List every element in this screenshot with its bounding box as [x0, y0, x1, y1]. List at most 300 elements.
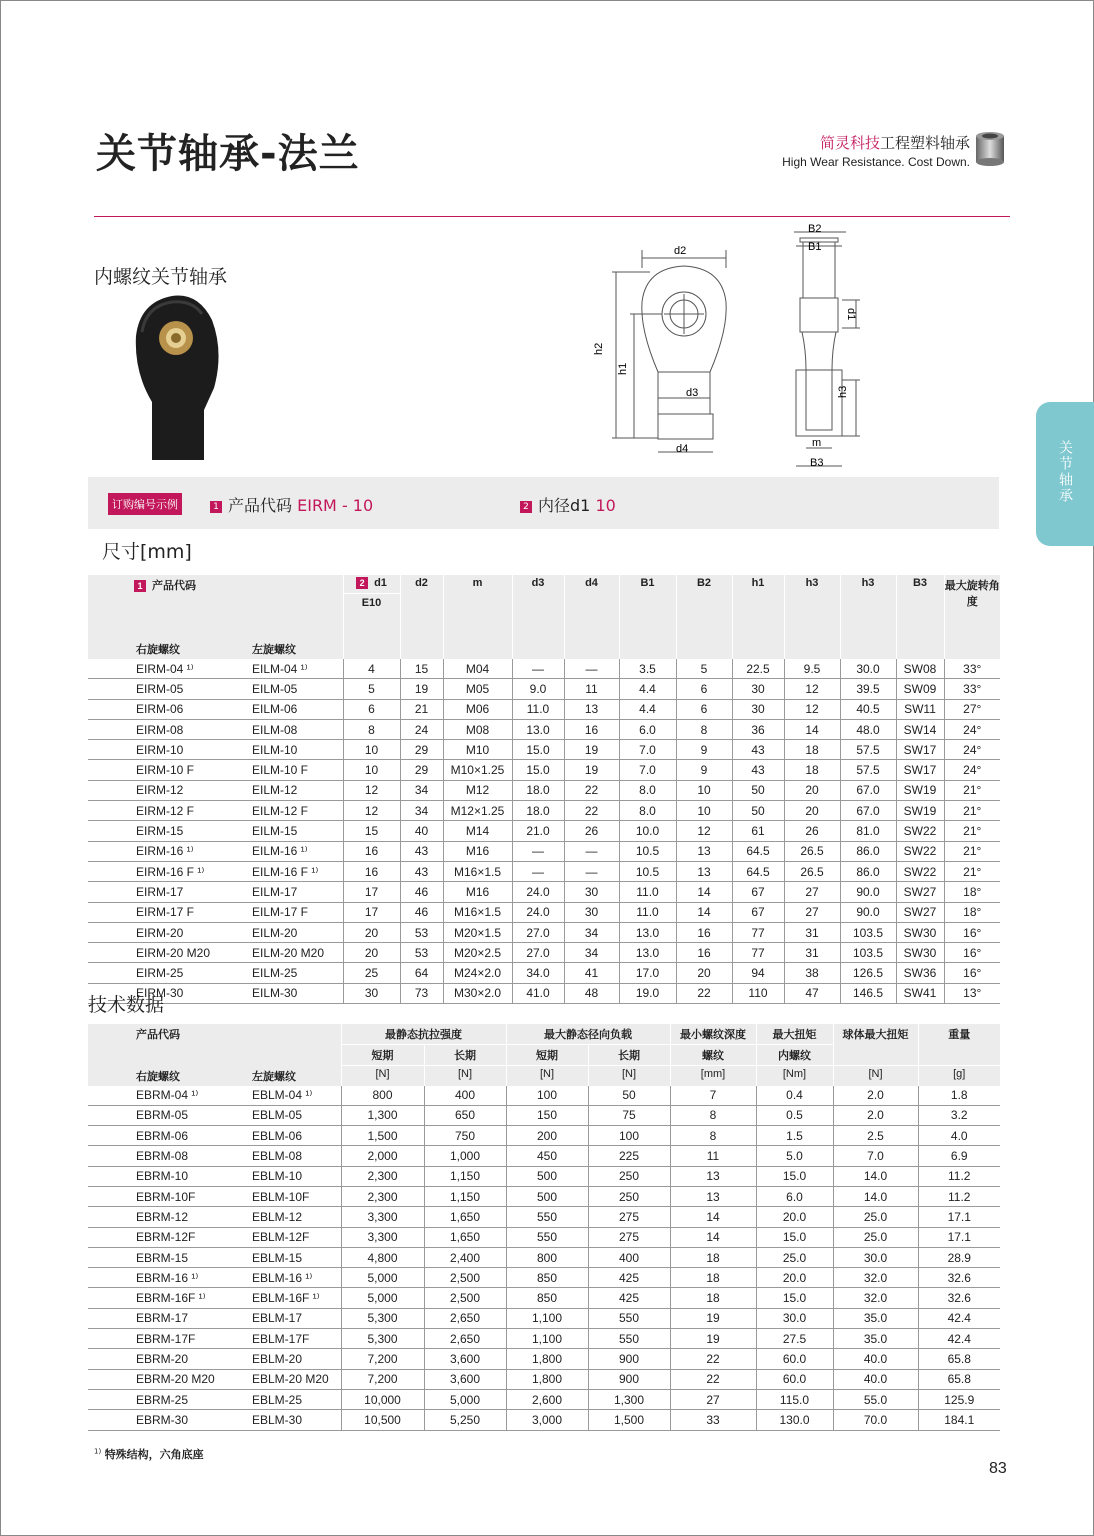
table-cell: 30	[732, 699, 784, 719]
table-cell: 275	[588, 1227, 670, 1247]
brand-tagline: 工程塑料轴承	[879, 134, 970, 152]
table-cell: 34	[564, 922, 619, 942]
table-cell: 21°	[944, 861, 1000, 881]
table-cell: 29	[400, 740, 443, 760]
table-cell: 6	[676, 679, 732, 699]
table-cell: 8	[343, 719, 400, 739]
table-cell: 86.0	[840, 841, 896, 861]
table-cell: 1,800	[506, 1349, 588, 1369]
table-cell: 90.0	[840, 902, 896, 922]
table-cell: EILM-25	[231, 963, 343, 983]
table-cell: 57.5	[840, 740, 896, 760]
table-cell: 1,000	[424, 1146, 506, 1166]
table-cell: M20×2.5	[443, 943, 512, 963]
table-cell: 27°	[944, 699, 1000, 719]
table-cell: 6	[343, 699, 400, 719]
table-cell: 2,300	[341, 1186, 424, 1206]
table-cell: 3,000	[506, 1410, 588, 1430]
dim-header-d2: d2	[400, 575, 443, 639]
order-example-bar	[88, 477, 999, 529]
table-cell: 16	[564, 719, 619, 739]
table-cell: 65.8	[918, 1369, 1000, 1389]
table-cell: EIRM-05	[88, 679, 231, 699]
dim-header-angle: 最大旋转角度	[944, 575, 1000, 639]
table-cell: EILM-06	[231, 699, 343, 719]
table-cell: SW22	[896, 821, 944, 841]
table-cell: EIRM-17 F	[88, 902, 231, 922]
table-cell: 10,500	[341, 1410, 424, 1430]
table-cell: 26.5	[784, 841, 840, 861]
table-cell: 9.5	[784, 659, 840, 679]
table-cell: 12	[784, 679, 840, 699]
table-cell: 850	[506, 1268, 588, 1288]
table-row	[88, 1086, 1000, 1106]
table-cell: 5,300	[341, 1329, 424, 1349]
dim-header-product-label: 产品代码	[152, 580, 196, 592]
table-cell: —	[564, 841, 619, 861]
table-cell: 24.0	[512, 902, 564, 922]
table-cell: 13	[676, 861, 732, 881]
table-cell: SW19	[896, 780, 944, 800]
table-cell: 19	[564, 760, 619, 780]
dim-subheader-empty	[676, 639, 732, 659]
table-cell: 10	[676, 780, 732, 800]
table-row	[88, 963, 1000, 983]
table-cell: 275	[588, 1207, 670, 1227]
table-cell: 30.0	[756, 1308, 833, 1328]
table-cell: 22	[564, 780, 619, 800]
table-cell: M06	[443, 699, 512, 719]
table-cell: 67	[732, 882, 784, 902]
table-cell: EBRM-12	[88, 1207, 231, 1227]
table-cell: 7.0	[619, 760, 676, 780]
dim-header-d3: d3	[512, 575, 564, 639]
tech-subhead: 螺纹	[670, 1045, 756, 1066]
table-cell: M10×1.25	[443, 760, 512, 780]
table-cell: 5	[343, 679, 400, 699]
table-cell: 77	[732, 943, 784, 963]
table-cell: 550	[588, 1329, 670, 1349]
table-cell: 0.4	[756, 1086, 833, 1106]
table-cell: 1,100	[506, 1308, 588, 1328]
table-cell: SW41	[896, 983, 944, 1003]
table-cell: 8	[670, 1126, 756, 1146]
table-cell: 2.5	[833, 1126, 918, 1146]
table-cell: 31	[784, 922, 840, 942]
table-cell: 650	[424, 1105, 506, 1125]
side-tab-label: 关节轴承	[1057, 440, 1073, 504]
table-cell: 25.0	[833, 1227, 918, 1247]
table-cell: 19	[564, 740, 619, 760]
table-cell: 4.4	[619, 699, 676, 719]
dim-subheader-empty	[896, 639, 944, 659]
table-cell: 8.0	[619, 801, 676, 821]
table-cell: 21°	[944, 780, 1000, 800]
table-cell: 2.0	[833, 1105, 918, 1125]
bearing-logo-icon	[975, 132, 1005, 166]
table-cell: 184.1	[918, 1410, 1000, 1430]
table-cell: 48.0	[840, 719, 896, 739]
table-cell: 126.5	[840, 963, 896, 983]
table-row	[88, 841, 1000, 861]
table-row	[88, 902, 1000, 922]
table-cell: 30	[564, 902, 619, 922]
page-number: 83	[989, 1460, 1007, 1477]
table-row	[88, 679, 1000, 699]
table-cell: 7,200	[341, 1369, 424, 1389]
table-cell: EILM-08	[231, 719, 343, 739]
table-row	[88, 740, 1000, 760]
dim-subheader-empty	[944, 639, 1000, 659]
table-cell: 4.4	[619, 679, 676, 699]
table-cell: EBRM-16 ¹⁾	[88, 1268, 231, 1288]
dim-header-b1: B1	[619, 575, 676, 639]
header-rule	[94, 216, 1010, 217]
table-cell: 8	[676, 719, 732, 739]
table-cell: M12×1.25	[443, 801, 512, 821]
table-cell: EBLM-06	[231, 1126, 341, 1146]
techdata-heading: 技术数据	[88, 994, 165, 1016]
table-cell: SW17	[896, 760, 944, 780]
table-row	[88, 1166, 1000, 1186]
table-cell: 46	[400, 882, 443, 902]
table-cell: 2,500	[424, 1268, 506, 1288]
table-cell: EIRM-10	[88, 740, 231, 760]
tech-subhead: 短期	[341, 1045, 424, 1066]
table-cell: 10.0	[619, 821, 676, 841]
dim-label-b1: B1	[808, 241, 822, 253]
table-cell: 32.0	[833, 1288, 918, 1308]
dim-subheader-empty	[343, 639, 400, 659]
table-cell: 3,600	[424, 1349, 506, 1369]
dim-header-b2: B2	[676, 575, 732, 639]
table-row	[88, 1369, 1000, 1389]
table-cell: M04	[443, 659, 512, 679]
techdata-table	[88, 1024, 1000, 1431]
table-cell: EBLM-12	[231, 1207, 341, 1227]
table-cell: 14	[670, 1227, 756, 1247]
table-cell: EBLM-16 ¹⁾	[231, 1268, 341, 1288]
table-cell: M20×1.5	[443, 922, 512, 942]
table-cell: EBRM-17	[88, 1308, 231, 1328]
table-cell: 32.6	[918, 1288, 1000, 1308]
table-cell: 70.0	[833, 1410, 918, 1430]
dim-label-h3: h3	[837, 385, 849, 398]
table-cell: 16°	[944, 922, 1000, 942]
table-cell: M14	[443, 821, 512, 841]
table-row	[88, 719, 1000, 739]
table-cell: 13.0	[512, 719, 564, 739]
table-cell: 53	[400, 943, 443, 963]
table-cell: 9.0	[512, 679, 564, 699]
table-cell: 15	[343, 821, 400, 841]
dim-subheader-empty	[443, 639, 512, 659]
table-cell: 20	[784, 780, 840, 800]
table-cell: 15.0	[512, 740, 564, 760]
table-cell: 24°	[944, 719, 1000, 739]
product-photo	[132, 292, 224, 464]
table-cell: 850	[506, 1288, 588, 1308]
tech-subhead: 短期	[506, 1045, 588, 1066]
table-cell: 550	[588, 1308, 670, 1328]
table-cell: EILM-10 F	[231, 760, 343, 780]
table-row	[88, 1410, 1000, 1430]
table-cell: 3,600	[424, 1369, 506, 1389]
table-cell: EBLM-17F	[231, 1329, 341, 1349]
order-item-2	[520, 493, 616, 516]
table-cell: 24°	[944, 740, 1000, 760]
table-cell: 10	[676, 801, 732, 821]
table-cell: 425	[588, 1268, 670, 1288]
table-cell: 27	[784, 882, 840, 902]
table-cell: 6	[676, 699, 732, 719]
table-cell: 425	[588, 1288, 670, 1308]
table-cell: EIRM-12 F	[88, 801, 231, 821]
tech-subhead: 长期	[588, 1045, 670, 1066]
table-cell: M30×2.0	[443, 983, 512, 1003]
table-cell: 33	[670, 1410, 756, 1430]
table-cell: 13°	[944, 983, 1000, 1003]
table-cell: 115.0	[756, 1389, 833, 1409]
table-cell: 17	[343, 902, 400, 922]
table-cell: 6.9	[918, 1146, 1000, 1166]
table-cell: 1,500	[588, 1410, 670, 1430]
table-cell: 18	[784, 740, 840, 760]
table-cell: 19.0	[619, 983, 676, 1003]
table-cell: EBRM-06	[88, 1126, 231, 1146]
tech-group-thread-depth: 最小螺纹深度	[670, 1024, 756, 1045]
table-cell: 3.2	[918, 1105, 1000, 1125]
table-cell: 400	[588, 1247, 670, 1267]
table-cell: M16×1.5	[443, 861, 512, 881]
dim-subheader-empty	[512, 639, 564, 659]
table-cell: 16	[343, 841, 400, 861]
table-cell: EILM-12 F	[231, 801, 343, 821]
table-cell: 8.0	[619, 780, 676, 800]
table-cell: 19	[400, 679, 443, 699]
side-tab[interactable]	[1036, 402, 1094, 546]
table-cell: 30	[343, 983, 400, 1003]
table-cell: 750	[424, 1126, 506, 1146]
tech-unit: [N]	[424, 1066, 506, 1086]
dim-label-d1: d1	[845, 308, 857, 321]
badge-2: 2	[520, 501, 532, 513]
table-cell: —	[512, 861, 564, 881]
table-cell: 2,650	[424, 1308, 506, 1328]
table-cell: 18	[670, 1247, 756, 1267]
table-cell: 2,500	[424, 1288, 506, 1308]
table-cell: EBLM-15	[231, 1247, 341, 1267]
table-cell: 33°	[944, 679, 1000, 699]
table-cell: EBLM-17	[231, 1308, 341, 1328]
table-cell: 900	[588, 1369, 670, 1389]
badge-1: 1	[134, 580, 146, 592]
table-cell: 77	[732, 922, 784, 942]
table-cell: 800	[341, 1086, 424, 1106]
table-cell: SW30	[896, 922, 944, 942]
table-cell: 1,150	[424, 1186, 506, 1206]
table-row	[88, 943, 1000, 963]
table-cell: 900	[588, 1349, 670, 1369]
table-cell: 30.0	[833, 1247, 918, 1267]
table-cell: EBRM-04 ¹⁾	[88, 1086, 231, 1106]
table-cell: 20	[343, 943, 400, 963]
table-cell: EBRM-20	[88, 1349, 231, 1369]
table-cell: 14	[676, 902, 732, 922]
order-item-1-value: EIRM - 10	[297, 496, 374, 515]
tech-header-empty	[88, 1045, 231, 1066]
tech-group-row	[88, 1024, 1000, 1045]
table-cell: 15.0	[512, 760, 564, 780]
table-cell: 12	[784, 699, 840, 719]
table-cell: 40.0	[833, 1369, 918, 1389]
table-cell: 10,000	[341, 1389, 424, 1409]
table-cell: 67	[732, 902, 784, 922]
table-row	[88, 922, 1000, 942]
table-cell: EIRM-08	[88, 719, 231, 739]
table-row	[88, 882, 1000, 902]
order-item-1-label: 产品代码	[228, 496, 293, 515]
table-cell: 103.5	[840, 943, 896, 963]
dimensions-heading: 尺寸[mm]	[102, 541, 192, 563]
table-cell: 13	[670, 1186, 756, 1206]
table-cell: 48	[564, 983, 619, 1003]
table-cell: 4	[343, 659, 400, 679]
table-cell: M05	[443, 679, 512, 699]
table-cell: 42.4	[918, 1329, 1000, 1349]
table-cell: 0.5	[756, 1105, 833, 1125]
table-cell: SW22	[896, 841, 944, 861]
table-cell: 25.0	[756, 1247, 833, 1267]
table-cell: SW09	[896, 679, 944, 699]
table-cell: 11.0	[619, 902, 676, 922]
table-cell: 16	[343, 861, 400, 881]
table-cell: —	[564, 861, 619, 881]
table-cell: 81.0	[840, 821, 896, 841]
page-title: 关节轴承-法兰	[96, 131, 360, 177]
table-cell: 18°	[944, 902, 1000, 922]
dim-label-m: m	[812, 437, 822, 449]
table-cell: EIRM-30	[88, 983, 231, 1003]
table-cell: 27	[670, 1389, 756, 1409]
table-cell: 3,300	[341, 1227, 424, 1247]
section-subtitle: 内螺纹关节轴承	[94, 266, 228, 288]
table-cell: 22	[564, 801, 619, 821]
table-cell: 27.5	[756, 1329, 833, 1349]
table-cell: M16	[443, 882, 512, 902]
table-cell: EBRM-16F ¹⁾	[88, 1288, 231, 1308]
table-cell: 10	[343, 760, 400, 780]
dim-header-h1: h1	[732, 575, 784, 639]
table-row	[88, 780, 1000, 800]
table-cell: EBLM-08	[231, 1146, 341, 1166]
table-cell: 8	[670, 1105, 756, 1125]
table-cell: EBRM-25	[88, 1389, 231, 1409]
badge-2: 2	[356, 577, 368, 589]
table-row	[88, 1207, 1000, 1227]
dim-header-h3a: h3	[784, 575, 840, 639]
table-cell: 15	[400, 659, 443, 679]
table-cell: 13	[670, 1166, 756, 1186]
table-cell: 75	[588, 1105, 670, 1125]
table-cell: 1,300	[588, 1389, 670, 1409]
table-cell: 2,650	[424, 1329, 506, 1349]
table-cell: EBLM-04 ¹⁾	[231, 1086, 341, 1106]
table-cell: M16	[443, 841, 512, 861]
dim-subheader-empty	[840, 639, 896, 659]
table-cell: 73	[400, 983, 443, 1003]
table-cell: 20	[676, 963, 732, 983]
table-cell: 27.0	[512, 922, 564, 942]
table-cell: —	[512, 659, 564, 679]
table-cell: M16×1.5	[443, 902, 512, 922]
table-cell: 60.0	[756, 1349, 833, 1369]
table-cell: 103.5	[840, 922, 896, 942]
table-cell: 15.0	[756, 1288, 833, 1308]
table-cell: 200	[506, 1126, 588, 1146]
table-cell: EILM-15	[231, 821, 343, 841]
table-cell: 3,300	[341, 1207, 424, 1227]
dim-subheader-empty	[732, 639, 784, 659]
table-cell: 13.0	[619, 943, 676, 963]
table-row	[88, 1247, 1000, 1267]
table-cell: 26	[564, 821, 619, 841]
table-cell: SW22	[896, 861, 944, 881]
tech-unit: [mm]	[670, 1066, 756, 1086]
table-cell: 90.0	[840, 882, 896, 902]
table-cell: 14.0	[833, 1186, 918, 1206]
tech-unit: [N]	[833, 1066, 918, 1086]
table-cell: M12	[443, 780, 512, 800]
table-cell: 27	[784, 902, 840, 922]
table-cell: 2,400	[424, 1247, 506, 1267]
table-cell: EIRM-20	[88, 922, 231, 942]
table-cell: —	[512, 841, 564, 861]
table-cell: EBRM-20 M20	[88, 1369, 231, 1389]
table-cell: EILM-12	[231, 780, 343, 800]
table-cell: 9	[676, 760, 732, 780]
table-cell: EIRM-10 F	[88, 760, 231, 780]
table-cell: 10.5	[619, 861, 676, 881]
table-cell: 20.0	[756, 1268, 833, 1288]
table-cell: 16	[676, 943, 732, 963]
order-item-2-label: 内径d1	[538, 496, 596, 515]
dim-header-d4: d4	[564, 575, 619, 639]
table-cell: EBRM-10	[88, 1166, 231, 1186]
table-row	[88, 760, 1000, 780]
table-cell: 1.8	[918, 1086, 1000, 1106]
table-cell: EBRM-10F	[88, 1186, 231, 1206]
table-cell: EBRM-15	[88, 1247, 231, 1267]
table-cell: 18.0	[512, 801, 564, 821]
table-cell: 40	[400, 821, 443, 841]
table-cell: 550	[506, 1207, 588, 1227]
table-cell: EIRM-16 F ¹⁾	[88, 861, 231, 881]
table-cell: 46	[400, 902, 443, 922]
dim-subheader-right: 右旋螺纹	[88, 639, 231, 659]
footnote-mark: 1)	[94, 1447, 102, 1456]
dim-label-d4: d4	[676, 443, 689, 455]
dim-header-h3b: h3	[840, 575, 896, 639]
dim-label-b3: B3	[810, 457, 824, 469]
table-cell: 2.0	[833, 1086, 918, 1106]
dim-subheader-empty	[564, 639, 619, 659]
table-cell: SW17	[896, 740, 944, 760]
table-cell: 33°	[944, 659, 1000, 679]
table-cell: M08	[443, 719, 512, 739]
table-cell: 250	[588, 1186, 670, 1206]
table-cell: EBLM-12F	[231, 1227, 341, 1247]
